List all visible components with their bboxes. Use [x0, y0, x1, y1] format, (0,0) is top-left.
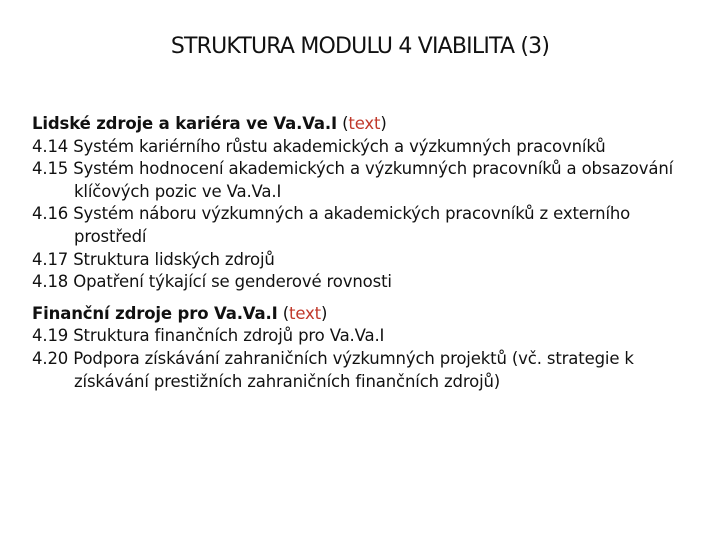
section-heading — [32, 303, 702, 326]
paren-close: ) — [380, 114, 387, 133]
list-item: 4.16 Systém náboru výzkumných a akademických pracovníků z externího prostředí — [32, 204, 631, 246]
list-item: 4.14 Systém kariérního růstu akademických a výzkumných pracovníků — [32, 136, 606, 156]
section-financial-resources — [32, 303, 702, 393]
list-item: 4.17 Struktura lidských zdrojů — [32, 249, 275, 269]
text-link[interactable]: text — [348, 114, 381, 133]
section-heading-title: Finanční zdroje pro Va.Va.I — [32, 303, 278, 323]
section-heading-title: Lidské zdroje a kariéra ve Va.Va.I — [32, 114, 338, 133]
list-item: 4.19 Struktura finančních zdrojů pro Va.Va.I — [32, 326, 385, 346]
paren-close: ) — [320, 303, 328, 323]
paren-open: ( — [277, 303, 290, 323]
list-item: 4.15 Systém hodnocení akademických a výzkumných pracovníků a obsazování klíčových pozic ve Va.Va.I — [32, 159, 674, 201]
paren-open: ( — [337, 114, 349, 133]
text-link[interactable]: text — [289, 303, 321, 323]
section-human-resources — [32, 113, 702, 294]
slide-content — [32, 113, 702, 393]
list-item: 4.18 Opatření týkající se genderové rovnosti — [32, 272, 392, 292]
section-heading — [32, 113, 702, 136]
list-item: 4.20 Podpora získávání zahraničních výzkumných projektů (vč. strategie k získávání prestižních zahraničních finančních zdrojů) — [32, 348, 634, 391]
slide-title: STRUKTURA MODULU 4 VIABILITA (3) — [170, 34, 550, 59]
